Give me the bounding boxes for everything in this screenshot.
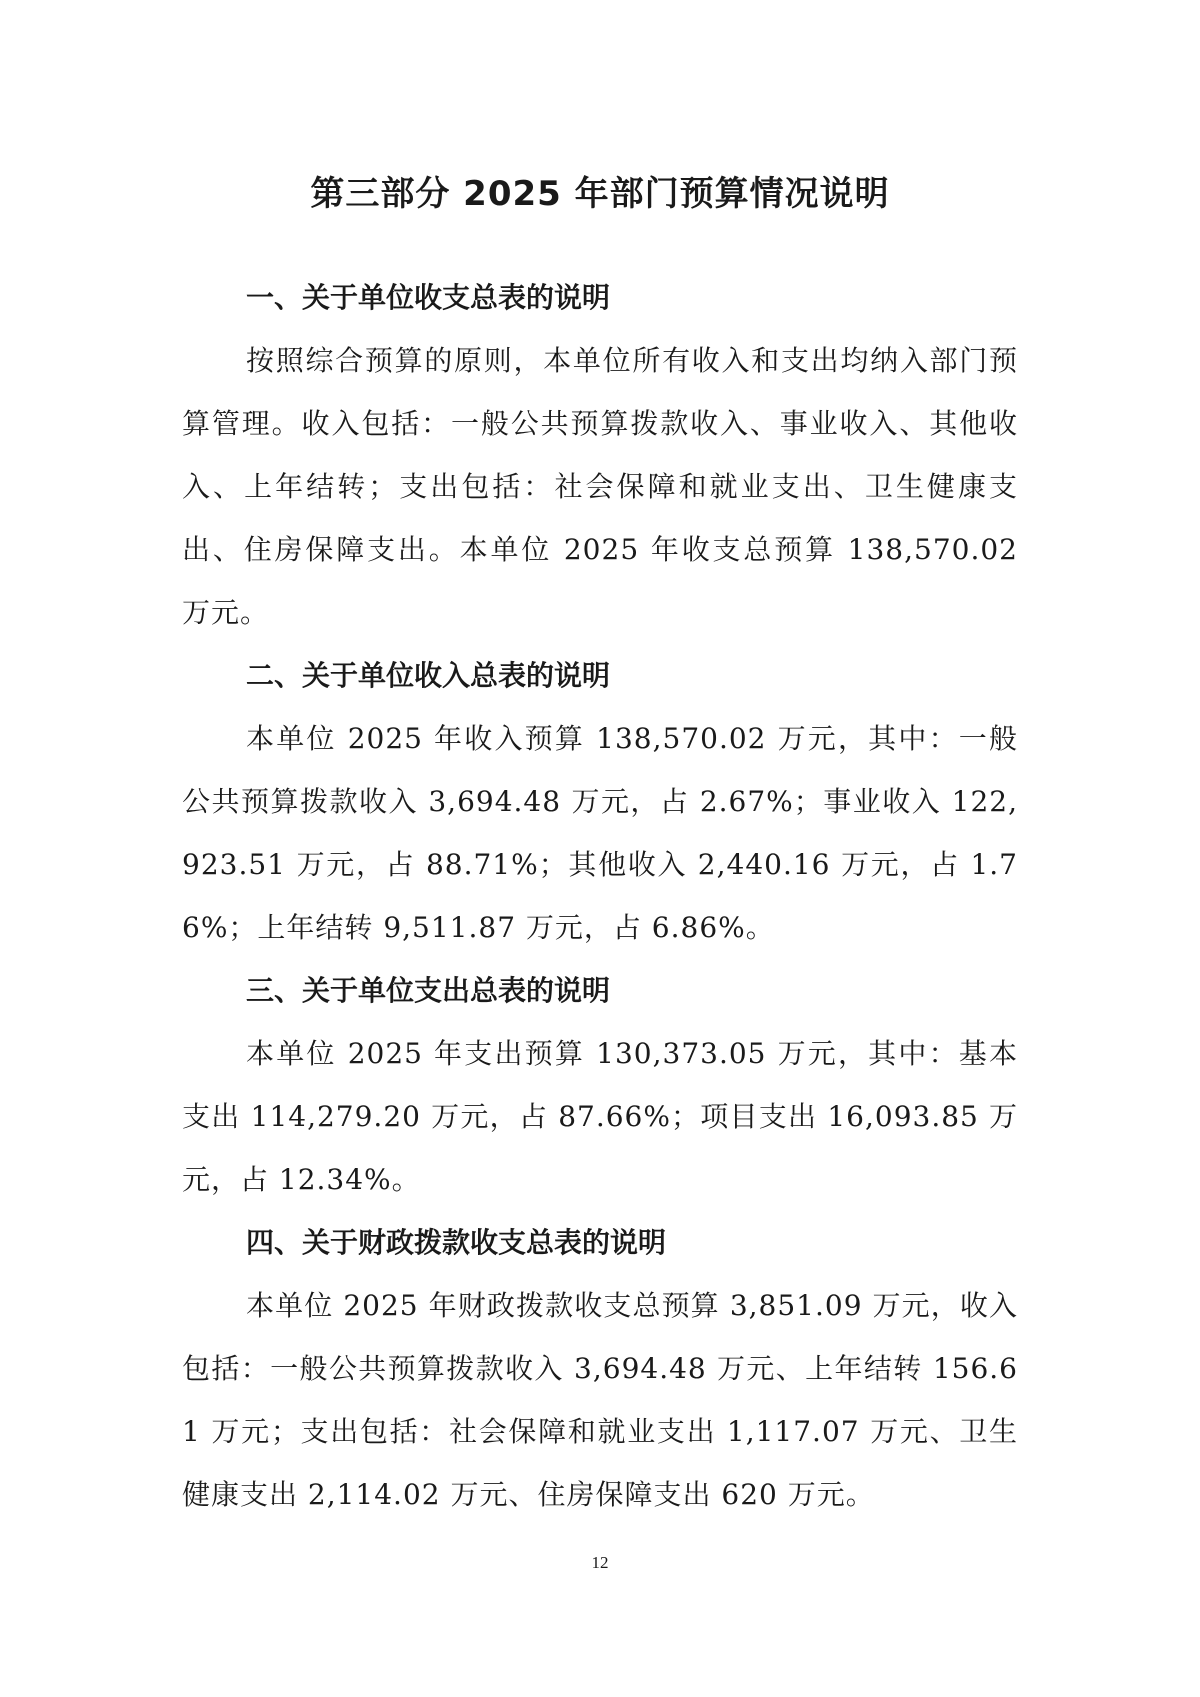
section-fiscal-appropriation-summary xyxy=(182,1211,1018,1526)
page-number: 12 xyxy=(591,1553,609,1572)
section-income-summary xyxy=(182,644,1018,959)
section-income-expense-summary xyxy=(182,266,1018,644)
section-paragraph: 本单位 2025 年收入预算 138,570.02 万元，其中：一般公共预算拨款收入 3,694.48 万元，占 2.67%；事业收入 122,923.51 万元，占 88.71%；其他收入 2,440.16 万元，占 1.76%；上年结转 9,511.87 万元，占 6.86%。 xyxy=(182,722,1018,944)
section-heading: 二、关于单位收入总表的说明 xyxy=(246,659,611,692)
section-paragraph: 按照综合预算的原则，本单位所有收入和支出均纳入部门预算管理。收入包括：一般公共预算拨款收入、事业收入、其他收入、上年结转；支出包括：社会保障和就业支出、卫生健康支出、住房保障支出。本单位 2025 年收支总预算 138,570.02 万元。 xyxy=(182,344,1018,629)
document-title: 第三部分 2025 年部门预算情况说明 xyxy=(310,173,890,214)
section-paragraph: 本单位 2025 年财政拨款收支总预算 3,851.09 万元，收入包括：一般公共预算拨款收入 3,694.48 万元、上年结转 156.61 万元；支出包括：社会保障和就业支出 1,117.07 万元、卫生健康支出 2,114.02 万元、住房保障支出 620 万元。 xyxy=(182,1289,1018,1511)
section-expense-summary xyxy=(182,959,1018,1211)
section-heading: 一、关于单位收支总表的说明 xyxy=(246,281,611,314)
document-body xyxy=(182,266,1018,1526)
section-paragraph: 本单位 2025 年支出预算 130,373.05 万元，其中：基本支出 114,279.20 万元，占 87.66%；项目支出 16,093.85 万元，占 12.34%。 xyxy=(182,1037,1018,1196)
section-heading: 四、关于财政拨款收支总表的说明 xyxy=(246,1226,667,1259)
section-heading: 三、关于单位支出总表的说明 xyxy=(246,974,611,1007)
